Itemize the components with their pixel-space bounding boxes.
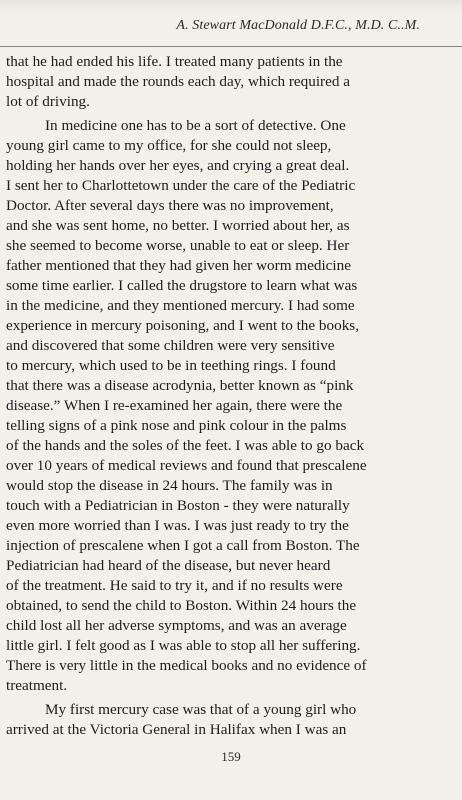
text-line: some time earlier. I called the drugstore to learn what was [6,277,358,294]
text-line: disease.” When I re-examined her again, there were the [6,397,343,414]
text-line: experience in mercury poisoning, and I went to the books, [6,317,360,334]
text-line: even more worried than I was. I was just ready to try the [6,517,349,534]
text-line: of the hands and the soles of the feet. I was able to go back [6,437,365,454]
text-line: telling signs of a pink nose and pink colour in the palms [6,417,347,434]
text-line: over 10 years of medical reviews and found that prescalene [6,457,367,474]
running-head: A. Stewart MacDonald D.F.C., M.D. C..M. [176,18,420,33]
text-line: in the medicine, and they mentioned mercury. I had some [6,297,355,314]
header-rule [0,46,462,47]
text-line: lot of driving. [6,93,90,110]
text-line: Doctor. After several days there was no improvement, [6,197,334,214]
text-line: arrived at the Victoria General in Halifax when I was an [6,721,347,738]
text-line: and she was sent home, no better. I worried about her, as [6,217,350,234]
text-line: There is very little in the medical books and no evidence of [6,657,367,674]
text-line: treatment. [6,677,68,694]
text-line: hospital and made the rounds each day, which required a [6,73,350,90]
page-top-shadow [0,0,462,14]
text-line: young girl came to my office, for she could not sleep, [6,137,332,154]
text-line: father mentioned that they had given her worm medicine [6,257,351,274]
paragraph-first-line: In medicine one has to be a sort of detective. One [45,117,346,134]
text-line: obtained, to send the child to Boston. Within 24 hours the [6,597,357,614]
text-line: child lost all her adverse symptoms, and was an average [6,617,347,634]
text-line: would stop the disease in 24 hours. The family was in [6,477,333,494]
text-line: that he had ended his life. I treated many patients in the [6,53,343,70]
text-line: of the treatment. He said to try it, and if no results were [6,577,343,594]
text-line: injection of prescalene when I got a call from Boston. The [6,537,360,554]
text-line: she seemed to become worse, unable to eat or sleep. Her [6,237,350,254]
text-line: I sent her to Charlottetown under the care of the Pediatric [6,177,356,194]
text-line: holding her hands over her eyes, and crying a great deal. [6,157,350,174]
page-number: 159 [221,749,241,764]
text-line: Pediatrician had heard of the disease, but never heard [6,557,331,574]
text-line: and discovered that some children were very sensitive [6,337,335,354]
text-line: touch with a Pediatrician in Boston - they were naturally [6,497,350,514]
text-line: that there was a disease acrodynia, better known as “pink [6,377,354,394]
text-line: to mercury, which used to be in teething rings. I found [6,357,336,374]
text-line: little girl. I felt good as I was able to stop all her suffering. [6,637,361,654]
paragraph-first-line: My first mercury case was that of a young girl who [45,701,357,718]
